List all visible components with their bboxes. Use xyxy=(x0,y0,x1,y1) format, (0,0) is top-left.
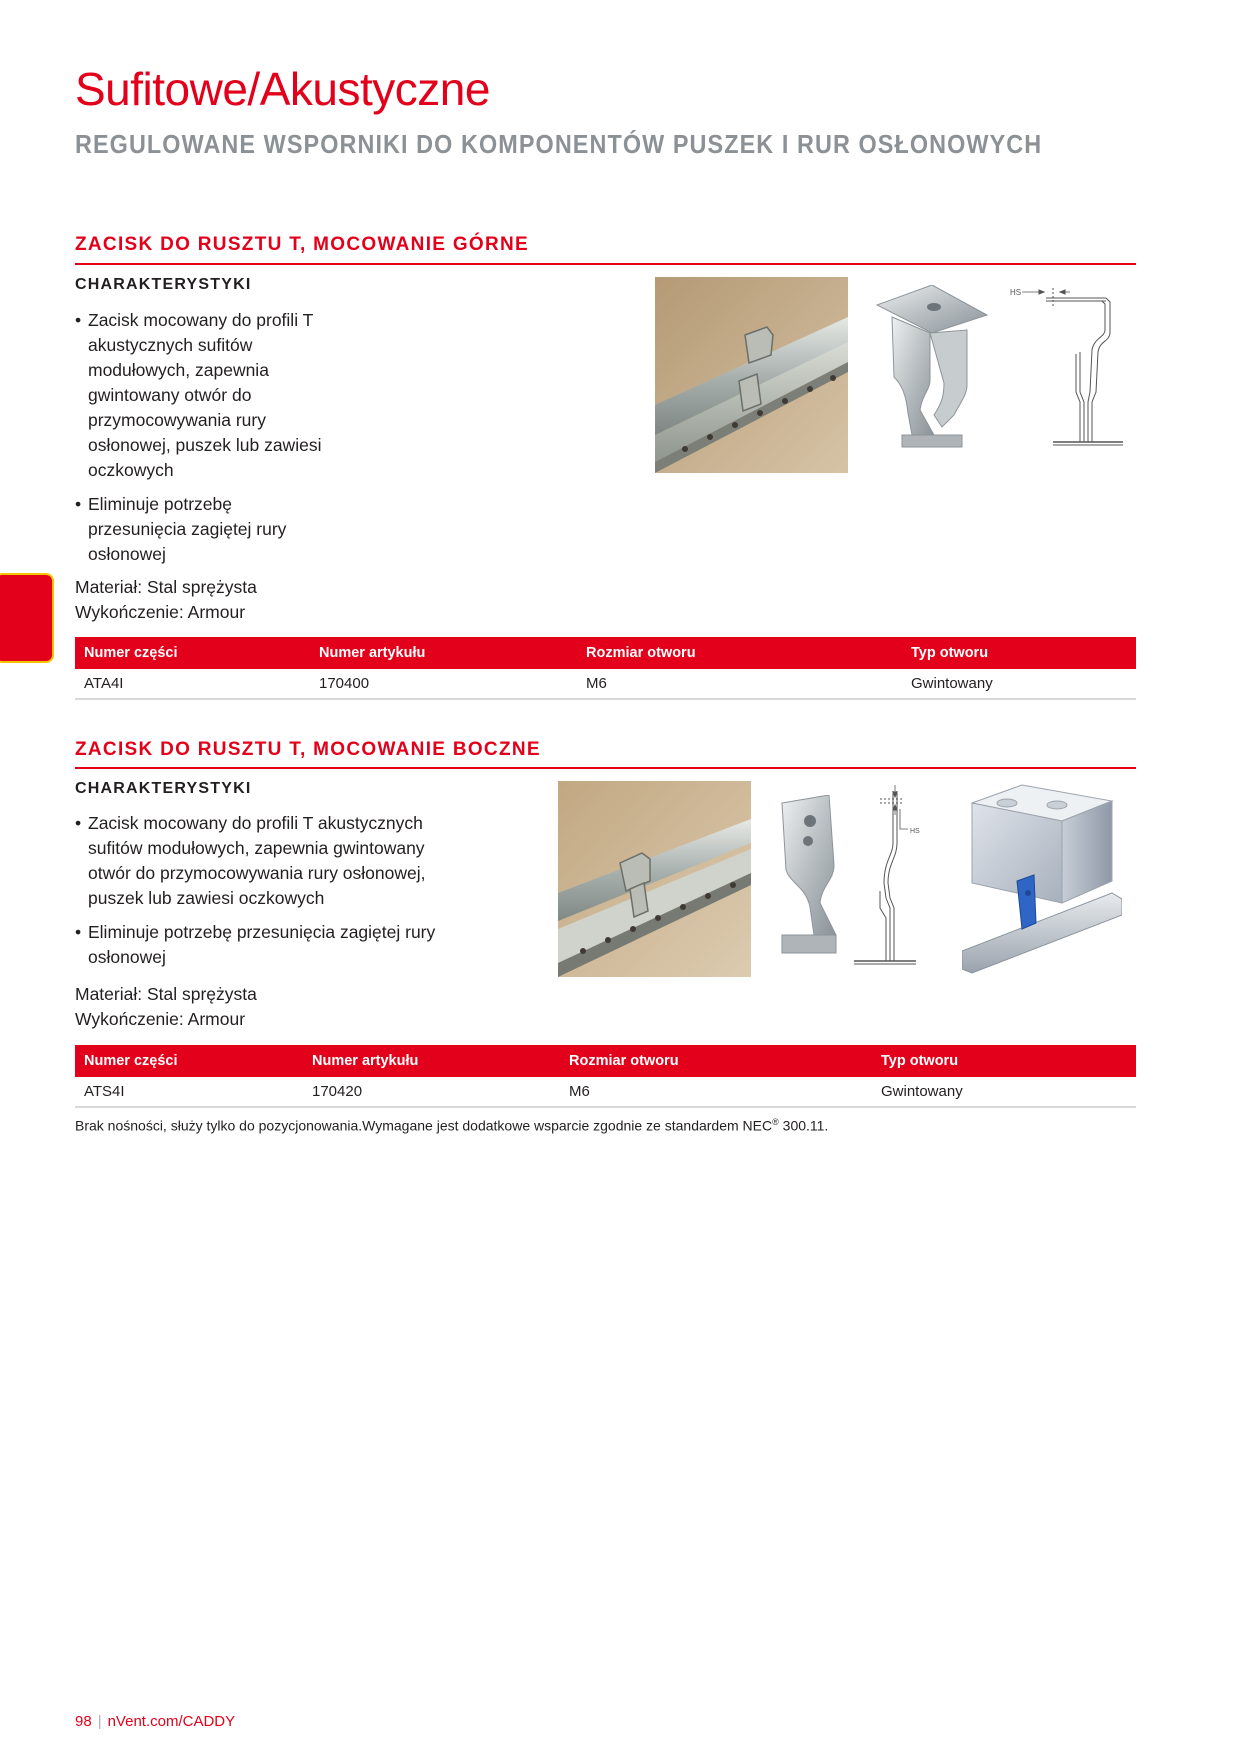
section-heading-side-mount: ZACISK DO RUSZTU T, MOCOWANIE BOCZNE xyxy=(75,739,541,760)
section-rule xyxy=(75,263,1136,265)
footnote-text: Brak nośności, służy tylko do pozycjonowania.Wymagane jest dodatkowe wsparcie zgodnie ze standardem NEC xyxy=(75,1117,773,1134)
material-text: Materiał: Stal sprężysta xyxy=(75,577,257,597)
feature-list xyxy=(75,308,335,576)
material-text: Materiał: Stal sprężysta xyxy=(75,984,257,1004)
feature-item: • Zacisk mocowany do profili T akustycznych sufitów modułowych, zapewnia gwintowany otwór do przymocowywania rury osłonowej, puszek lub zawiesi oczkowych xyxy=(75,811,465,911)
parts-table-side-mount xyxy=(75,1045,1136,1108)
spec-block xyxy=(75,982,257,1032)
characteristics-heading: CHARAKTERYSTYKI xyxy=(75,780,252,797)
footnote-tail: 300.11. xyxy=(778,1117,829,1134)
technical-drawing-top-mount xyxy=(1008,282,1138,452)
table-row xyxy=(75,669,1136,699)
finish-text: Wykończenie: Armour xyxy=(75,1009,246,1029)
hs-dimension-label: HS xyxy=(910,828,920,835)
feature-item: • Eliminuje potrzebę przesunięcia zagiętej rury osłonowej xyxy=(75,492,335,567)
column-header: Numer artykułu xyxy=(310,637,577,669)
product-photo-top-mount xyxy=(655,277,848,473)
technical-drawing-side-mount xyxy=(850,783,930,973)
page-footer xyxy=(75,1713,235,1730)
section-heading-top-mount: ZACISK DO RUSZTU T, MOCOWANIE GÓRNE xyxy=(75,234,529,255)
hole-type-cell: Gwintowany xyxy=(902,669,1136,699)
column-header: Typ otworu xyxy=(872,1045,1136,1077)
footnote xyxy=(75,1117,828,1134)
junction-box-render xyxy=(962,783,1122,976)
section-tab-marker xyxy=(0,573,54,663)
characteristics-heading: CHARAKTERYSTYKI xyxy=(75,276,252,293)
clip-illustration-side-mount xyxy=(774,795,844,960)
hole-size-cell: M6 xyxy=(577,669,902,699)
part-number-cell: ATA4I xyxy=(75,669,310,699)
footer-link[interactable]: nVent.com/CADDY xyxy=(107,1713,236,1730)
column-header: Rozmiar otworu xyxy=(560,1045,872,1077)
table-header-row xyxy=(75,637,1136,669)
hole-size-cell: M6 xyxy=(560,1077,872,1107)
hole-type-cell: Gwintowany xyxy=(872,1077,1136,1107)
registered-mark: ® xyxy=(772,1117,779,1127)
column-header: Typ otworu xyxy=(902,637,1136,669)
part-number-cell: ATS4I xyxy=(75,1077,303,1107)
clip-illustration-top-mount xyxy=(872,285,992,453)
feature-list xyxy=(75,811,465,979)
product-photo-side-mount xyxy=(558,781,751,977)
column-header: Numer części xyxy=(75,637,310,669)
spec-block xyxy=(75,575,257,625)
footer-separator: | xyxy=(97,1713,102,1730)
feature-item: • Eliminuje potrzebę przesunięcia zagiętej rury osłonowej xyxy=(75,920,465,970)
column-header: Rozmiar otworu xyxy=(577,637,902,669)
hs-dimension-label: HS xyxy=(1010,288,1022,297)
page-number: 98 xyxy=(75,1713,92,1730)
table-header-row xyxy=(75,1045,1136,1077)
finish-text: Wykończenie: Armour xyxy=(75,602,246,622)
column-header: Numer artykułu xyxy=(303,1045,560,1077)
feature-item: • Zacisk mocowany do profili T akustycznych sufitów modułowych, zapewnia gwintowany otwór do przymocowywania rury osłonowej, puszek lub zawiesi oczkowych xyxy=(75,308,335,483)
page-title: Sufitowe/Akustyczne xyxy=(75,63,490,115)
page-subtitle: REGULOWANE WSPORNIKI DO KOMPONENTÓW PUSZEK I RUR OSŁONOWYCH xyxy=(75,129,1043,159)
article-number-cell: 170420 xyxy=(303,1077,560,1107)
section-rule xyxy=(75,767,1136,769)
article-number-cell: 170400 xyxy=(310,669,577,699)
column-header: Numer części xyxy=(75,1045,303,1077)
parts-table-top-mount xyxy=(75,637,1136,700)
table-row xyxy=(75,1077,1136,1107)
